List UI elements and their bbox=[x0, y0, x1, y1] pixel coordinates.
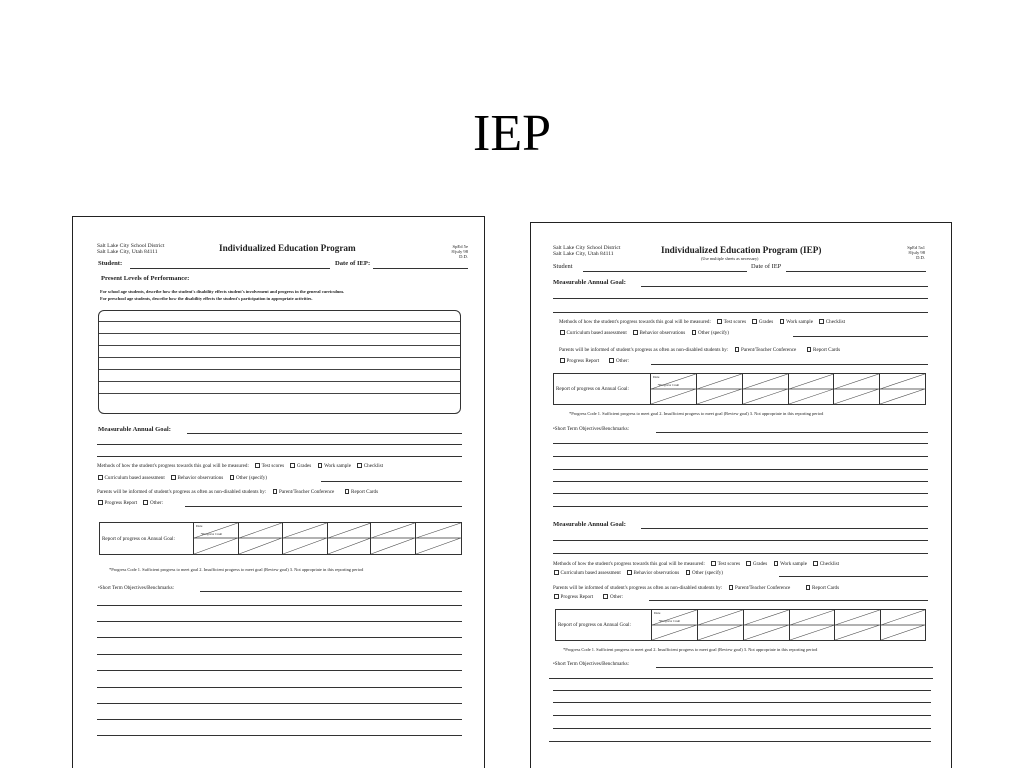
short-term-objectives-2-label: •Short Term Objectives/Benchmarks: bbox=[553, 661, 630, 667]
annual-goal-field[interactable] bbox=[641, 286, 928, 287]
checkbox-checklist[interactable] bbox=[357, 463, 362, 468]
instruction-line-2: For preschool age students, describe how the disability effects the student's participation in appropriate activities. bbox=[100, 296, 313, 301]
progress-cell[interactable] bbox=[371, 523, 416, 554]
progress-cell[interactable] bbox=[790, 610, 836, 640]
methods-line: Methods of how the student's progress towards this goal will be measured: Test scores Grades Work sample Checklist bbox=[97, 463, 384, 469]
slide-title: IEP bbox=[473, 105, 551, 162]
district-name: Salt Lake City School District Salt Lake City, Utah 84111 bbox=[97, 243, 165, 256]
progress-report-table bbox=[553, 373, 926, 405]
checkbox-grades[interactable] bbox=[752, 319, 757, 324]
checkbox-progress-report-2[interactable] bbox=[554, 594, 559, 599]
progress-cell[interactable] bbox=[835, 610, 881, 640]
checkbox-curriculum-2[interactable] bbox=[554, 570, 559, 575]
checkbox-parent-other[interactable] bbox=[143, 500, 148, 505]
objectives-field[interactable] bbox=[200, 591, 462, 592]
instruction-line-1: For school age students, describe how the student's disability effects student's involvement and progress in the general curriculum. bbox=[100, 289, 345, 294]
progress-cell[interactable] bbox=[239, 523, 283, 554]
checkbox-other-specify-2[interactable] bbox=[686, 570, 691, 575]
progress-cell[interactable] bbox=[697, 374, 743, 404]
date-of-iep-field[interactable] bbox=[786, 271, 926, 272]
progress-cell[interactable] bbox=[416, 523, 461, 554]
annual-goal-label: Measurable Annual Goal: bbox=[98, 426, 171, 433]
form-title: Individualized Education Program bbox=[219, 243, 356, 253]
annual-goal-2-label: Measurable Annual Goal: bbox=[553, 521, 626, 528]
progress-report-label: Report of progress on Annual Goal: bbox=[100, 523, 194, 554]
progress-cell[interactable]: Date *Progress Code bbox=[652, 610, 698, 640]
parents-line-2: Progress Report Other: bbox=[97, 500, 163, 506]
progress-cell[interactable] bbox=[743, 374, 789, 404]
progress-cell[interactable]: Date *Progress Code bbox=[194, 523, 239, 554]
annual-goal-2-field[interactable] bbox=[641, 528, 928, 529]
checkbox-parent-teacher[interactable] bbox=[273, 489, 278, 494]
methods-2-line: Methods of how the student's progress towards this goal will be measured: Test scores Grades Work sample Checklist bbox=[553, 561, 840, 567]
checkbox-report-cards[interactable] bbox=[345, 489, 350, 494]
date-of-iep-field[interactable] bbox=[373, 268, 468, 269]
checkbox-checklist[interactable] bbox=[819, 319, 824, 324]
form-code: SpEd 5a1 8/july 98 D.D. bbox=[907, 245, 925, 261]
progress-cell[interactable] bbox=[881, 610, 925, 640]
progress-report-table bbox=[99, 522, 462, 555]
checkbox-test-scores-2[interactable] bbox=[711, 561, 716, 566]
parents-line: Parents will be informed of student's progress as often as non-disabled students by: Parent/Teacher Conference Report Cards bbox=[559, 347, 841, 353]
parents-line-2: Progress Report Other: bbox=[559, 358, 629, 364]
date-of-iep-label: Date of IEP: bbox=[335, 260, 371, 267]
checkbox-behavior[interactable] bbox=[633, 330, 638, 335]
checkbox-behavior[interactable] bbox=[171, 475, 176, 480]
objectives-field[interactable] bbox=[656, 432, 928, 433]
progress-cell[interactable]: Date *Progress Code bbox=[651, 374, 697, 404]
checkbox-work-sample[interactable] bbox=[780, 319, 785, 324]
progress-report-2-label: Report of progress on Annual Goal: bbox=[556, 610, 652, 640]
progress-report-label: Report of progress on Annual Goal: bbox=[554, 374, 651, 404]
progress-code-note: *Progress Code 1. Sufficient progress to meet goal 2. Insufficient progress to meet goal (Review goal) 3. Not appropriate in this reporting period bbox=[109, 567, 364, 572]
parents-line: Parents will be informed of student's progress as often as non-disabled students by: Parent/Teacher Conference Report Cards bbox=[97, 489, 379, 495]
checkbox-parent-teacher[interactable] bbox=[735, 347, 740, 352]
progress-cell[interactable] bbox=[328, 523, 372, 554]
progress-cell[interactable] bbox=[880, 374, 925, 404]
checkbox-curriculum[interactable] bbox=[560, 330, 565, 335]
checkbox-test-scores[interactable] bbox=[717, 319, 722, 324]
checkbox-work-sample[interactable] bbox=[318, 463, 323, 468]
student-field[interactable] bbox=[583, 271, 747, 272]
form-title: Individualized Education Program (IEP) bbox=[661, 245, 822, 255]
methods-line: Methods of how the student's progress towards this goal will be measured: Test scores Grades Work sample Checklist bbox=[559, 319, 846, 325]
form-code: SpEd 5e 8/july 98 D.D. bbox=[451, 244, 468, 260]
checkbox-parent-other-2[interactable] bbox=[603, 594, 608, 599]
progress-cell[interactable] bbox=[698, 610, 744, 640]
checkbox-progress-report[interactable] bbox=[560, 358, 565, 363]
progress-report-table-2 bbox=[555, 609, 926, 641]
parents-2-line: Parents will be informed of student's progress as often as non-disabled students by: Parent/Teacher Conference Report Cards bbox=[553, 585, 840, 591]
district-name: Salt Lake City School District Salt Lake City, Utah 84111 bbox=[553, 245, 621, 258]
present-levels-label: Present Levels of Performance: bbox=[101, 275, 190, 282]
checkbox-other-specify[interactable] bbox=[230, 475, 235, 480]
progress-cell[interactable] bbox=[789, 374, 835, 404]
short-term-objectives-label: •Short Term Objectives/Benchmarks: bbox=[553, 426, 630, 432]
checkbox-work-sample-2[interactable] bbox=[774, 561, 779, 566]
right-iep-form bbox=[530, 222, 952, 768]
checkbox-other-specify[interactable] bbox=[692, 330, 697, 335]
student-field[interactable] bbox=[130, 268, 330, 269]
student-label: Student bbox=[553, 263, 573, 270]
checkbox-grades[interactable] bbox=[290, 463, 295, 468]
checkbox-test-scores[interactable] bbox=[255, 463, 260, 468]
parents-2-line-2: Progress Report Other: bbox=[553, 594, 623, 600]
progress-code-note: *Progress Code 1. Sufficient progress to meet goal 2. Insufficient progress to meet goal (Review goal) 3. Not appropriate in this reporting period bbox=[569, 411, 824, 416]
left-iep-form bbox=[72, 216, 485, 768]
checkbox-curriculum[interactable] bbox=[98, 475, 103, 480]
form-subtitle: (Use multiple sheets as necessary) bbox=[701, 256, 759, 261]
checkbox-parent-teacher-2[interactable] bbox=[729, 585, 734, 590]
methods-line-2: Curriculum based assessment Behavior observations Other (specify) bbox=[559, 330, 729, 336]
progress-cell[interactable] bbox=[834, 374, 880, 404]
checkbox-checklist-2[interactable] bbox=[813, 561, 818, 566]
short-term-objectives-label: •Short Term Objectives/Benchmarks: bbox=[98, 585, 175, 591]
progress-cell[interactable] bbox=[744, 610, 790, 640]
present-levels-textbox[interactable] bbox=[98, 310, 461, 414]
progress-code-note-2: *Progress Code 1. Sufficient progress to meet goal 2. Insufficient progress to meet goal (Review goal) 3. Not appropriate in this reporting period bbox=[563, 647, 818, 652]
checkbox-report-cards-2[interactable] bbox=[806, 585, 811, 590]
checkbox-behavior-2[interactable] bbox=[627, 570, 632, 575]
date-of-iep-label: Date of IEP bbox=[751, 263, 782, 270]
checkbox-progress-report[interactable] bbox=[98, 500, 103, 505]
methods-line-2: Curriculum based assessment Behavior observations Other (specify) bbox=[97, 475, 267, 481]
methods-2-line-2: Curriculum based assessment Behavior observations Other (specify) bbox=[553, 570, 723, 576]
checkbox-report-cards[interactable] bbox=[807, 347, 812, 352]
objectives-2-field[interactable] bbox=[656, 667, 933, 668]
checkbox-parent-other[interactable] bbox=[609, 358, 614, 363]
student-label: Student: bbox=[98, 260, 123, 267]
annual-goal-field[interactable] bbox=[187, 433, 462, 434]
annual-goal-label: Measurable Annual Goal: bbox=[553, 279, 626, 286]
checkbox-grades-2[interactable] bbox=[746, 561, 751, 566]
progress-cell[interactable] bbox=[283, 523, 328, 554]
